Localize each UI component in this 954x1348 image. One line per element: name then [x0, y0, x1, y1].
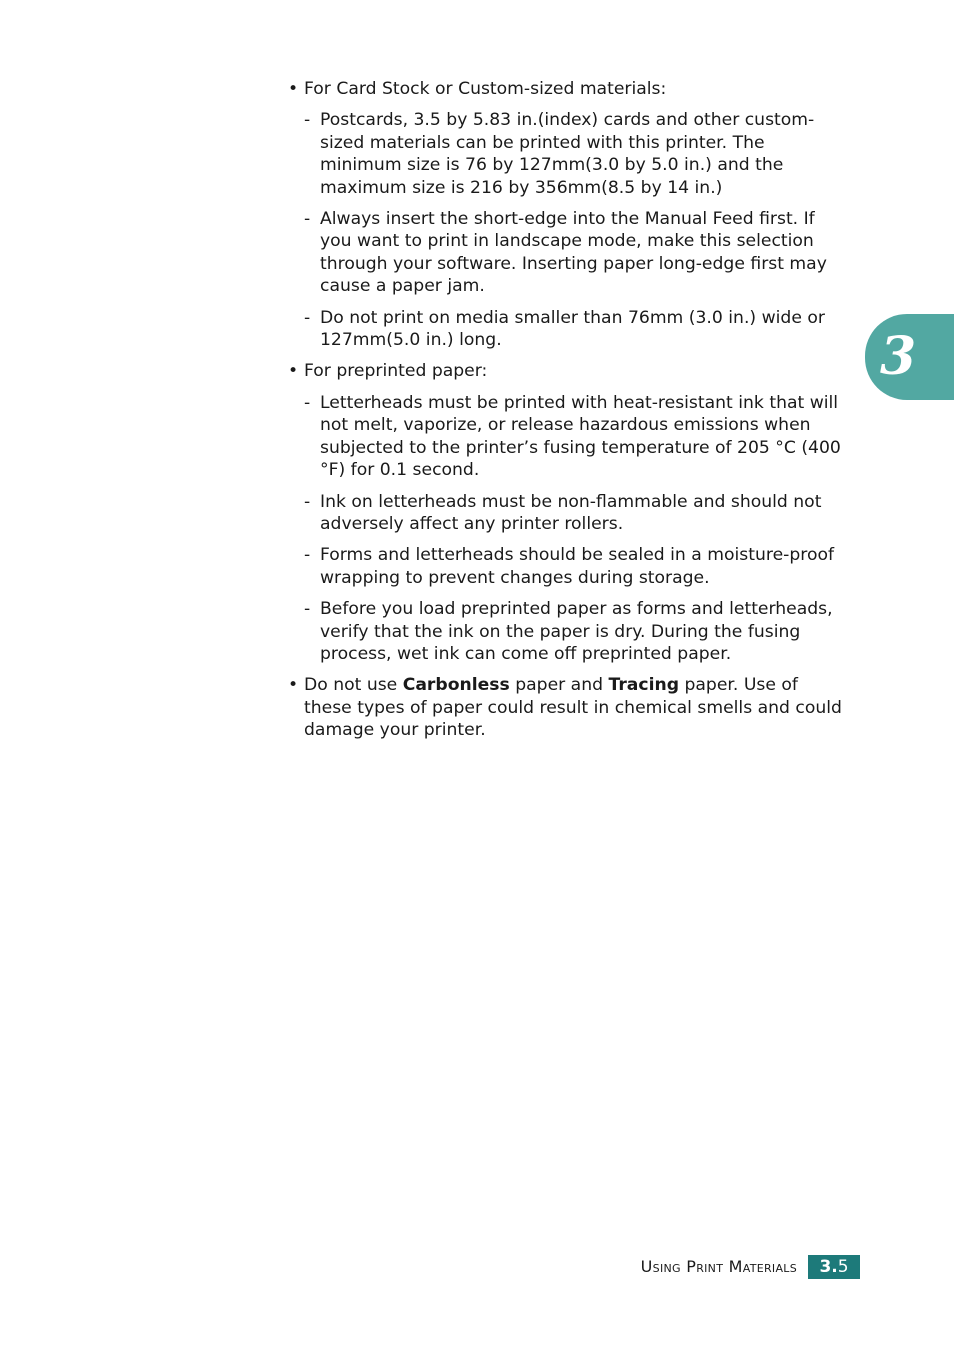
chapter-tab	[865, 314, 954, 400]
sub-item-text: Postcards, 3.5 by 5.83 in.(index) cards and other custom-sized materials can be printed with this printer. The minimum size is 76 by 127mm(3.0 by 5.0 in.) and the maximum size is 216 by 356mm(8.5 by 14 in.)	[320, 110, 815, 198]
sub-item	[288, 491, 848, 536]
sub-item	[288, 544, 848, 589]
dash-mark: -	[304, 491, 311, 512]
sub-item-text: Do not print on media smaller than 76mm (3.0 in.) wide or 127mm(5.0 in.) long.	[320, 307, 825, 351]
bullet-text: For preprinted paper:	[304, 361, 488, 382]
sub-item-text: Letterheads must be printed with heat-resistant ink that will not melt, vaporize, or release hazardous emissions when subjected to the printer’s fusing temperature of 205 °C (400 °F) for 0.1 second.	[320, 392, 841, 481]
sub-item-text: Ink on letterheads must be non-flammable and should not adversely affect any printer rollers.	[320, 491, 822, 534]
bullet-do-not-use	[288, 674, 848, 741]
sub-item	[288, 392, 848, 482]
dash-mark: -	[304, 599, 311, 620]
bold-term-tracing: Tracing	[608, 675, 680, 696]
sub-item	[288, 598, 848, 665]
bullet-mark: •	[288, 675, 299, 696]
bold-term-carbonless: Carbonless	[402, 675, 510, 696]
sub-item-text: Forms and letterheads should be sealed in a moisture-proof wrapping to prevent changes during storage.	[320, 545, 835, 588]
sub-item	[288, 109, 848, 199]
bullet-text: For Card Stock or Custom-sized materials:	[304, 79, 667, 99]
bullet-card-stock	[288, 78, 848, 100]
page-number: 5	[837, 1257, 849, 1277]
text-run: paper. Use of these types of paper could result in chemical smells and could damage your printer.	[304, 675, 842, 741]
dash-mark: -	[304, 209, 311, 230]
page-number-badge	[808, 1255, 860, 1279]
page-chapter: 3.	[819, 1257, 838, 1277]
dash-mark: -	[304, 545, 311, 566]
text-run: Do not use	[304, 675, 403, 696]
sub-item	[288, 307, 848, 352]
sub-item	[288, 208, 848, 298]
page-content	[288, 78, 848, 751]
sub-item-text: Before you load preprinted paper as forms and letterheads, verify that the ink on the paper is dry. During the fusing process, wet ink can come off preprinted paper.	[320, 599, 833, 664]
bullet-preprinted	[288, 360, 848, 382]
dash-mark: -	[304, 110, 311, 131]
dash-mark: -	[304, 307, 311, 328]
chapter-number: 3	[880, 326, 917, 387]
bullet-mark: •	[288, 79, 299, 99]
bullet-mark: •	[288, 361, 299, 382]
dash-mark: -	[304, 392, 311, 413]
sub-item-text: Always insert the short-edge into the Manual Feed first. If you want to print in landscape mode, make this selection through your software. Inserting paper long-edge first may cause a paper jam.	[320, 209, 827, 297]
footer-section-title: Using Print Materials	[640, 1257, 797, 1276]
text-run: paper and	[509, 675, 609, 696]
